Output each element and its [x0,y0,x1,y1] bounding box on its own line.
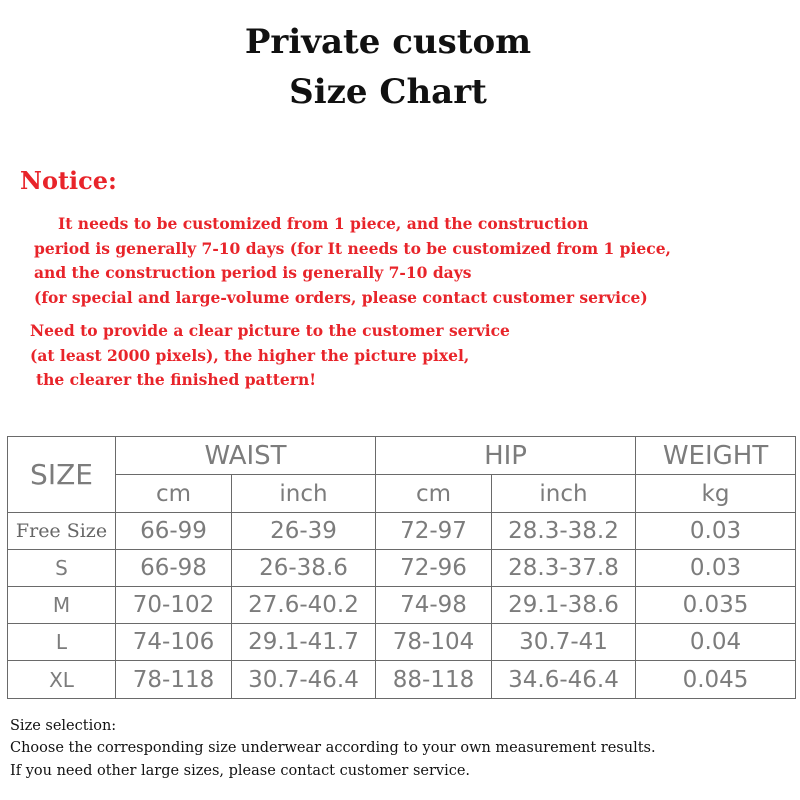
table-row [8,550,796,587]
weight-value: 0.03 [636,550,796,587]
page-title-line-2: Size Chart [289,72,487,112]
waist-inch-value: 27.6-40.2 [232,587,376,624]
size-label: L [8,624,116,661]
footer-line-3: If you need other large sizes, please contact customer service. [10,763,471,779]
waist-cm-value: 66-99 [116,513,232,550]
footer-line-2: Choose the corresponding size underwear according to your own measurement results. [10,740,656,756]
size-label: Free Size [8,513,116,550]
weight-value: 0.04 [636,624,796,661]
waist-cm-unit: cm [116,475,232,513]
hip-cm-value: 88-118 [376,661,492,699]
notice-line-5: Need to provide a clear picture to the customer service [30,321,510,340]
hip-cm-unit: cm [376,475,492,513]
hip-inch-unit: inch [492,475,636,513]
hip-column-header: HIP [376,437,636,475]
hip-cm-value: 72-97 [376,513,492,550]
weight-value: 0.045 [636,661,796,699]
hip-inch-value: 28.3-38.2 [492,513,636,550]
hip-inch-value: 30.7-41 [492,624,636,661]
hip-inch-value: 34.6-46.4 [492,661,636,699]
notice-line-4: (for special and large-volume orders, please contact customer service) [34,288,648,307]
waist-cm-value: 78-118 [116,661,232,699]
page-title-line-1: Private custom [244,22,532,62]
waist-inch-unit: inch [232,475,376,513]
hip-inch-value: 29.1-38.6 [492,587,636,624]
waist-inch-value: 26-39 [232,513,376,550]
waist-column-header: WAIST [116,437,376,475]
notice-line-7: the clearer the finished pattern! [36,370,317,389]
waist-cm-value: 70-102 [116,587,232,624]
waist-inch-value: 26-38.6 [232,550,376,587]
hip-cm-value: 72-96 [376,550,492,587]
waist-cm-value: 66-98 [116,550,232,587]
waist-inch-value: 30.7-46.4 [232,661,376,699]
hip-inch-value: 28.3-37.8 [492,550,636,587]
notice-line-3: and the construction period is generally 7-10 days [34,263,472,282]
hip-cm-value: 78-104 [376,624,492,661]
table-row [8,624,796,661]
weight-value: 0.035 [636,587,796,624]
size-label: XL [8,661,116,699]
weight-kg-unit: kg [636,475,796,513]
table-row [8,661,796,699]
waist-cm-value: 74-106 [116,624,232,661]
waist-inch-value: 29.1-41.7 [232,624,376,661]
notice-heading: Notice: [20,166,117,195]
table-row [8,587,796,624]
size-chart-table [7,436,796,699]
weight-column-header: WEIGHT [636,437,796,475]
notice-line-6: (at least 2000 pixels), the higher the picture pixel, [30,346,470,365]
notice-line-2: period is generally 7-10 days (for It needs to be customized from 1 piece, [34,239,671,258]
hip-cm-value: 74-98 [376,587,492,624]
size-label: M [8,587,116,624]
notice-line-1: It needs to be customized from 1 piece, and the construction [58,214,589,233]
weight-value: 0.03 [636,513,796,550]
size-label: S [8,550,116,587]
size-column-header: SIZE [8,437,116,513]
table-row [8,513,796,550]
footer-line-1: Size selection: [10,718,117,734]
